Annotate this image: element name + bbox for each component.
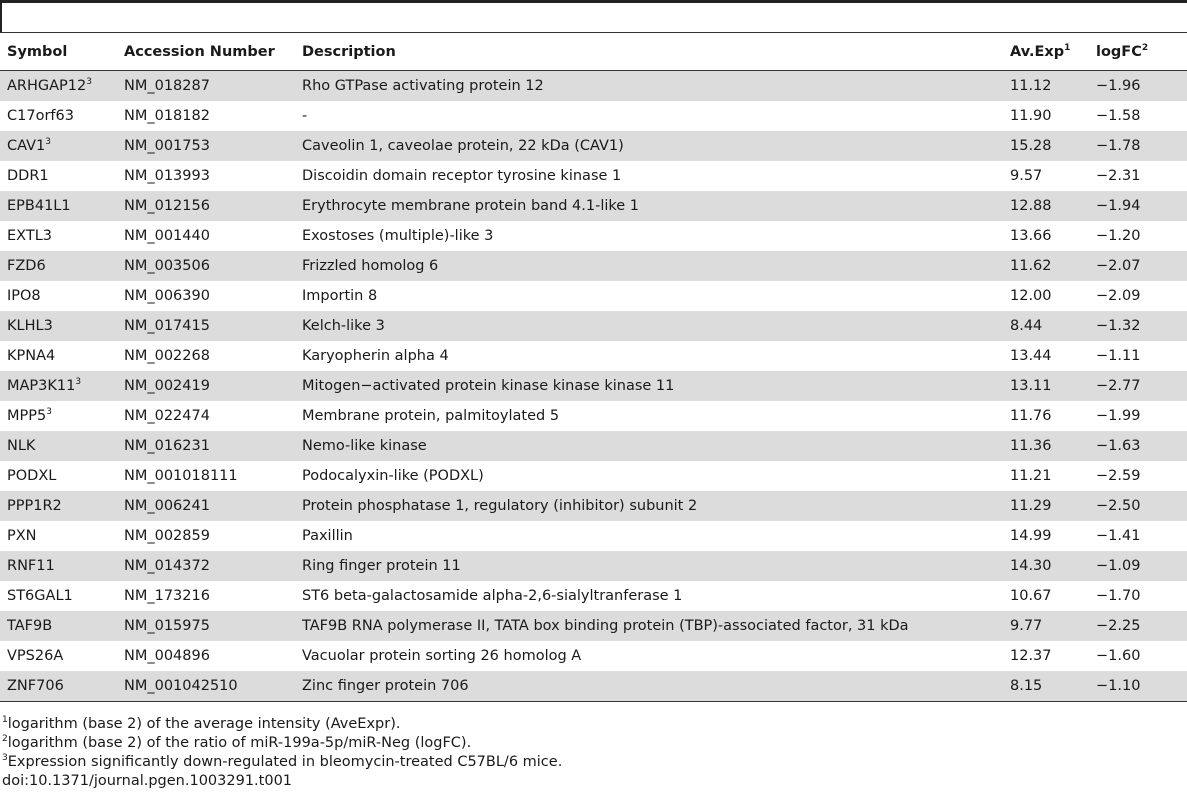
cell-logfc	[1089, 191, 1187, 221]
cell-accession-text: NM_017415	[124, 318, 210, 334]
cell-description-text: Podocalyxin-like (PODXL)	[302, 468, 484, 484]
cell-avexp-text: 11.90	[1010, 108, 1052, 124]
cell-symbol-text: C17orf63	[7, 108, 74, 124]
cell-symbol-text: NLK	[7, 438, 36, 454]
footnote-3-mark: 3	[2, 753, 8, 764]
cell-logfc	[1089, 311, 1187, 341]
cell-description	[295, 311, 1003, 341]
cell-logfc	[1089, 521, 1187, 551]
table-row	[0, 641, 1187, 671]
cell-avexp	[1003, 101, 1089, 131]
cell-accession-text: NM_001753	[124, 138, 210, 154]
cell-description-text: Vacuolar protein sorting 26 homolog A	[302, 648, 582, 664]
table-row	[0, 281, 1187, 311]
cell-accession	[117, 281, 295, 311]
cell-symbol-text: IPO8	[7, 288, 41, 304]
cell-description-text: -	[302, 108, 308, 124]
cell-logfc	[1089, 431, 1187, 461]
cell-description	[295, 161, 1003, 191]
cell-description-text: Rho GTPase activating protein 12	[302, 78, 544, 94]
cell-avexp	[1003, 581, 1089, 611]
table-row	[0, 461, 1187, 491]
cell-accession-text: NM_004896	[124, 648, 210, 664]
cell-avexp-text: 11.76	[1010, 408, 1052, 424]
cell-symbol	[0, 251, 117, 281]
cell-logfc	[1089, 551, 1187, 581]
cell-accession	[117, 251, 295, 281]
cell-accession-text: NM_006241	[124, 498, 210, 514]
table-row	[0, 221, 1187, 251]
cell-accession	[117, 341, 295, 371]
cell-logfc-text: −2.77	[1096, 378, 1141, 394]
cell-description	[295, 611, 1003, 641]
cell-accession-text: NM_018182	[124, 108, 210, 124]
cell-accession-text: NM_002859	[124, 528, 210, 544]
cell-accession-text: NM_002419	[124, 378, 210, 394]
cell-accession	[117, 401, 295, 431]
cell-avexp	[1003, 71, 1089, 102]
cell-description-text: Importin 8	[302, 288, 378, 304]
cell-description-text: Karyopherin alpha 4	[302, 348, 449, 364]
cell-avexp	[1003, 401, 1089, 431]
table-row	[0, 101, 1187, 131]
cell-avexp-text: 12.00	[1010, 288, 1052, 304]
cell-logfc-text: −2.09	[1096, 288, 1141, 304]
table-row	[0, 311, 1187, 341]
cell-symbol	[0, 461, 117, 491]
cell-symbol	[0, 131, 117, 161]
cell-avexp-text: 12.37	[1010, 648, 1052, 664]
cell-description	[295, 521, 1003, 551]
cell-symbol-text: PXN	[7, 528, 37, 544]
cell-symbol	[0, 521, 117, 551]
cell-logfc	[1089, 341, 1187, 371]
cell-description-text: Mitogen−activated protein kinase kinase kinase 11	[302, 378, 675, 394]
cell-logfc	[1089, 581, 1187, 611]
footnotes	[0, 715, 1187, 791]
cell-avexp-text: 9.57	[1010, 168, 1043, 184]
cell-description	[295, 281, 1003, 311]
cell-avexp	[1003, 191, 1089, 221]
cell-logfc-text: −1.78	[1096, 138, 1141, 154]
cell-accession-text: NM_016231	[124, 438, 210, 454]
cell-description-text: Protein phosphatase 1, regulatory (inhibitor) subunit 2	[302, 498, 698, 514]
header-logfc-footnote-mark: 2	[1141, 43, 1149, 54]
cell-logfc-text: −1.20	[1096, 228, 1141, 244]
header-logfc-label: logFC	[1096, 44, 1142, 60]
cell-symbol	[0, 581, 117, 611]
cell-accession	[117, 491, 295, 521]
cell-symbol	[0, 401, 117, 431]
cell-logfc	[1089, 611, 1187, 641]
cell-avexp	[1003, 491, 1089, 521]
cell-description	[295, 581, 1003, 611]
cell-accession	[117, 581, 295, 611]
cell-accession-text: NM_013993	[124, 168, 210, 184]
cell-symbol-text: EXTL3	[7, 228, 53, 244]
symbol-footnote-mark: 3	[75, 377, 82, 388]
footnote-3-text: Expression significantly down-regulated in bleomycin-treated C57BL/6 mice.	[7, 754, 563, 770]
cell-accession-text: NM_015975	[124, 618, 210, 634]
table-row	[0, 491, 1187, 521]
cell-accession	[117, 551, 295, 581]
footnote-1-text: logarithm (base 2) of the average intensity (AveExpr).	[7, 716, 401, 732]
table-header-row	[0, 34, 1187, 71]
cell-avexp-text: 14.99	[1010, 528, 1052, 544]
cell-symbol-text: MPP5	[7, 408, 47, 424]
doi-line: doi:10.1371/journal.pgen.1003291.t001	[2, 773, 293, 789]
cell-symbol	[0, 611, 117, 641]
cell-logfc-text: −1.58	[1096, 108, 1141, 124]
cell-avexp-text: 11.62	[1010, 258, 1052, 274]
table-row	[0, 341, 1187, 371]
cell-logfc	[1089, 221, 1187, 251]
footnote-2-text: logarithm (base 2) of the ratio of miR-199a-5p/miR-Neg (logFC).	[7, 735, 472, 751]
cell-symbol	[0, 161, 117, 191]
header-avexp-footnote-mark: 1	[1064, 43, 1071, 54]
cell-description-text: Discoidin domain receptor tyrosine kinase 1	[302, 168, 622, 184]
cell-avexp	[1003, 611, 1089, 641]
cell-accession-text: NM_001042510	[124, 678, 238, 694]
cell-accession-text: NM_006390	[124, 288, 210, 304]
cell-symbol-text: FZD6	[7, 258, 46, 274]
header-avexp-label: Av.Exp	[1010, 44, 1065, 60]
cell-logfc	[1089, 491, 1187, 521]
symbol-footnote-mark: 3	[86, 77, 92, 88]
cell-avexp-text: 11.21	[1010, 468, 1052, 484]
cell-logfc	[1089, 71, 1187, 102]
cell-symbol-text: CAV1	[7, 138, 46, 154]
cell-symbol	[0, 671, 117, 702]
cell-logfc-text: −1.60	[1096, 648, 1141, 664]
cell-avexp	[1003, 221, 1089, 251]
cell-logfc-text: −1.09	[1096, 558, 1141, 574]
cell-description	[295, 641, 1003, 671]
cell-logfc	[1089, 251, 1187, 281]
header-description-label: Description	[302, 44, 396, 60]
cell-description-text: Ring finger protein 11	[302, 558, 461, 574]
symbol-footnote-mark: 3	[45, 137, 51, 148]
cell-logfc	[1089, 671, 1187, 702]
cell-symbol-text: VPS26A	[7, 648, 64, 664]
cell-accession	[117, 461, 295, 491]
cell-accession	[117, 611, 295, 641]
cell-avexp	[1003, 311, 1089, 341]
cell-logfc-text: −1.11	[1096, 348, 1141, 364]
cell-symbol	[0, 641, 117, 671]
cell-description	[295, 191, 1003, 221]
cell-avexp-text: 14.30	[1010, 558, 1052, 574]
cell-avexp	[1003, 431, 1089, 461]
cell-avexp	[1003, 671, 1089, 702]
cell-description-text: Paxillin	[302, 528, 353, 544]
cell-logfc-text: −1.41	[1096, 528, 1141, 544]
cell-description	[295, 431, 1003, 461]
cell-description-text: Nemo-like kinase	[302, 438, 427, 454]
cell-symbol	[0, 551, 117, 581]
table-row	[0, 581, 1187, 611]
cell-accession	[117, 191, 295, 221]
header-symbol-label: Symbol	[7, 44, 68, 60]
cell-description	[295, 71, 1003, 102]
cell-accession-text: NM_018287	[124, 78, 210, 94]
cell-avexp	[1003, 251, 1089, 281]
cell-avexp-text: 11.29	[1010, 498, 1052, 514]
cell-avexp-text: 10.67	[1010, 588, 1052, 604]
header-top-rule	[0, 32, 1187, 33]
cell-logfc-text: −1.94	[1096, 198, 1141, 214]
cell-description-text: Zinc finger protein 706	[302, 678, 469, 694]
cell-avexp	[1003, 641, 1089, 671]
cell-logfc-text: −1.32	[1096, 318, 1141, 334]
cell-symbol	[0, 491, 117, 521]
header-avexp	[1003, 34, 1089, 71]
header-accession	[117, 34, 295, 71]
cell-description	[295, 341, 1003, 371]
table-row	[0, 521, 1187, 551]
cell-logfc-text: −1.63	[1096, 438, 1141, 454]
cell-avexp-text: 11.12	[1010, 78, 1052, 94]
cell-accession-text: NM_173216	[124, 588, 210, 604]
cell-description	[295, 131, 1003, 161]
cell-accession-text: NM_014372	[124, 558, 210, 574]
cell-symbol-text: ST6GAL1	[7, 588, 73, 604]
table-row	[0, 611, 1187, 641]
cell-logfc	[1089, 131, 1187, 161]
cell-description	[295, 101, 1003, 131]
cell-avexp-text: 8.44	[1010, 318, 1043, 334]
cell-avexp	[1003, 281, 1089, 311]
cell-symbol-text: ARHGAP12	[7, 78, 87, 94]
cell-logfc	[1089, 461, 1187, 491]
cell-accession	[117, 221, 295, 251]
cell-symbol-text: EPB41L1	[7, 198, 71, 214]
table-row	[0, 551, 1187, 581]
cell-logfc-text: −2.07	[1096, 258, 1141, 274]
cell-avexp-text: 12.88	[1010, 198, 1052, 214]
footnote-3	[0, 753, 1187, 772]
cell-avexp	[1003, 521, 1089, 551]
table-body	[0, 71, 1187, 702]
cell-description	[295, 401, 1003, 431]
cell-symbol-text: PODXL	[7, 468, 57, 484]
cell-accession-text: NM_002268	[124, 348, 210, 364]
footnote-1	[0, 715, 1187, 734]
cell-logfc	[1089, 161, 1187, 191]
cell-symbol	[0, 191, 117, 221]
table-row	[0, 251, 1187, 281]
cell-symbol-text: RNF11	[7, 558, 55, 574]
cell-avexp	[1003, 551, 1089, 581]
top-rule	[0, 0, 1187, 3]
cell-symbol-text: TAF9B	[7, 618, 53, 634]
cell-logfc-text: −2.50	[1096, 498, 1141, 514]
cell-avexp	[1003, 161, 1089, 191]
cell-logfc-text: −2.59	[1096, 468, 1141, 484]
cell-symbol	[0, 341, 117, 371]
cell-logfc-text: −1.99	[1096, 408, 1141, 424]
cell-avexp-text: 13.66	[1010, 228, 1052, 244]
cell-avexp-text: 11.36	[1010, 438, 1052, 454]
cell-accession-text: NM_012156	[124, 198, 210, 214]
cell-avexp-text: 15.28	[1010, 138, 1052, 154]
cell-avexp	[1003, 371, 1089, 401]
cell-accession	[117, 641, 295, 671]
header-description	[295, 34, 1003, 71]
cell-logfc-text: −2.25	[1096, 618, 1141, 634]
cell-avexp-text: 8.15	[1010, 678, 1043, 694]
cell-symbol	[0, 431, 117, 461]
cell-avexp	[1003, 461, 1089, 491]
table-row	[0, 401, 1187, 431]
table-row	[0, 71, 1187, 102]
cell-description-text: Erythrocyte membrane protein band 4.1-like 1	[302, 198, 640, 214]
table-row	[0, 191, 1187, 221]
cell-symbol	[0, 311, 117, 341]
cell-symbol	[0, 71, 117, 102]
cell-accession-text: NM_022474	[124, 408, 210, 424]
cell-description-text: Membrane protein, palmitoylated 5	[302, 408, 560, 424]
cell-description	[295, 671, 1003, 702]
cell-description-text: Frizzled homolog 6	[302, 258, 439, 274]
cell-accession	[117, 161, 295, 191]
header-logfc	[1089, 34, 1187, 71]
table-row	[0, 161, 1187, 191]
cell-logfc-text: −2.31	[1096, 168, 1141, 184]
cell-accession	[117, 371, 295, 401]
cell-avexp-text: 13.44	[1010, 348, 1052, 364]
symbol-footnote-mark: 3	[46, 407, 52, 418]
table-row	[0, 671, 1187, 702]
footnote-2-mark: 2	[2, 734, 8, 745]
cell-logfc	[1089, 101, 1187, 131]
cell-accession	[117, 311, 295, 341]
cell-accession-text: NM_003506	[124, 258, 210, 274]
cell-symbol	[0, 371, 117, 401]
cell-accession	[117, 131, 295, 161]
cell-accession	[117, 671, 295, 702]
cell-description	[295, 461, 1003, 491]
table-row	[0, 371, 1187, 401]
cell-accession-text: NM_001440	[124, 228, 210, 244]
cell-logfc-text: −1.96	[1096, 78, 1141, 94]
footnote-1-mark: 1	[2, 715, 8, 726]
cell-accession	[117, 71, 295, 102]
table-row	[0, 131, 1187, 161]
cell-symbol-text: DDR1	[7, 168, 49, 184]
cell-accession	[117, 101, 295, 131]
cell-description	[295, 371, 1003, 401]
cell-description-text: Caveolin 1, caveolae protein, 22 kDa (CAV1)	[302, 138, 624, 154]
cell-avexp	[1003, 131, 1089, 161]
cell-description-text: Kelch-like 3	[302, 318, 385, 334]
cell-description	[295, 551, 1003, 581]
footnote-2	[0, 734, 1187, 753]
cell-avexp	[1003, 341, 1089, 371]
cell-accession	[117, 521, 295, 551]
cell-symbol	[0, 281, 117, 311]
cell-logfc	[1089, 371, 1187, 401]
table-row	[0, 431, 1187, 461]
cell-description-text: ST6 beta-galactosamide alpha-2,6-sialyltranferase 1	[302, 588, 683, 604]
cell-accession-text: NM_001018111	[124, 468, 238, 484]
cell-description	[295, 221, 1003, 251]
cell-symbol-text: KPNA4	[7, 348, 56, 364]
cell-accession	[117, 431, 295, 461]
cell-symbol-text: MAP3K11	[7, 378, 76, 394]
cell-avexp-text: 9.77	[1010, 618, 1043, 634]
cell-symbol	[0, 101, 117, 131]
cell-description	[295, 251, 1003, 281]
cell-logfc-text: −1.70	[1096, 588, 1141, 604]
gene-table	[0, 34, 1187, 702]
cell-symbol-text: KLHL3	[7, 318, 53, 334]
cell-description	[295, 491, 1003, 521]
header-accession-label: Accession Number	[124, 44, 275, 60]
cell-avexp-text: 13.11	[1010, 378, 1052, 394]
cell-logfc-text: −1.10	[1096, 678, 1141, 694]
cell-logfc	[1089, 281, 1187, 311]
cell-description-text: TAF9B RNA polymerase II, TATA box binding protein (TBP)-associated factor, 31 kDa	[302, 618, 909, 634]
cell-symbol-text: PPP1R2	[7, 498, 62, 514]
header-symbol	[0, 34, 117, 71]
cell-logfc	[1089, 641, 1187, 671]
cell-description-text: Exostoses (multiple)-like 3	[302, 228, 494, 244]
left-rule	[0, 0, 2, 32]
cell-logfc	[1089, 401, 1187, 431]
cell-symbol	[0, 221, 117, 251]
cell-symbol-text: ZNF706	[7, 678, 64, 694]
